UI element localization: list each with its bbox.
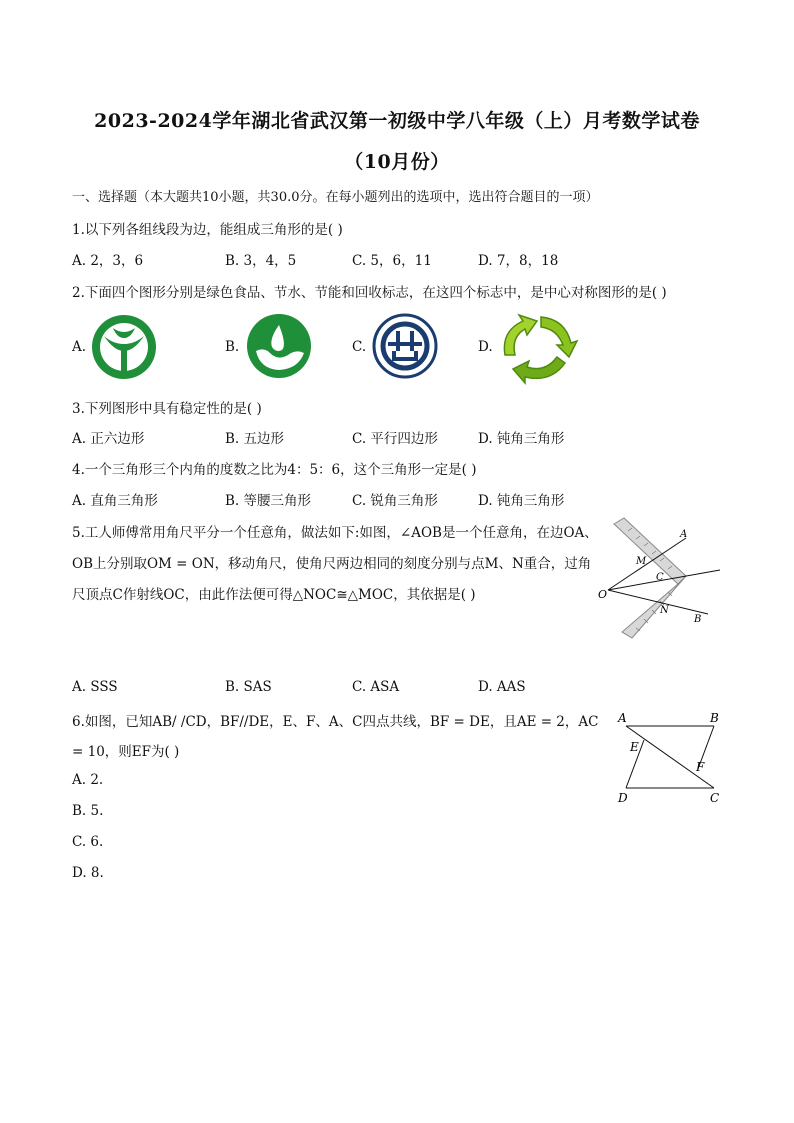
- q6-option-b[interactable]: B. 5.: [72, 803, 104, 819]
- exam-title: 2023-2024学年湖北省武汉第一初级中学八年级（上）月考数学试卷: [94, 110, 700, 132]
- q2-option-c[interactable]: C.: [352, 339, 367, 355]
- q2-option-d[interactable]: D.: [478, 339, 493, 355]
- green-food-logo-icon: [91, 314, 157, 380]
- label-f: F: [696, 760, 705, 774]
- q5-stem-line2: OB上分别取OM = ON，移动角尺，使角尺两边相同的刻度分别与点M、N重合，过角: [72, 556, 592, 572]
- q5-option-c[interactable]: C. ASA: [352, 679, 400, 695]
- q5-stem-line1: 5.工人师傅常用角尺平分一个任意角，做法如下:如图，∠AOB是一个任意角，在边OA、: [72, 525, 598, 541]
- label-n: N: [660, 605, 669, 616]
- q2-option-a[interactable]: A.: [72, 339, 87, 355]
- q3-option-b[interactable]: B. 五边形: [225, 431, 285, 447]
- q1-option-c[interactable]: C. 5，6，11: [352, 253, 432, 269]
- q6-stem-line1: 6.如图，已知AB/ /CD，BF//DE，E、F、A、C四点共线，BF = DE，且AE = 2，AC: [72, 714, 599, 730]
- label-o: O: [598, 588, 608, 601]
- label-a: A: [680, 529, 688, 540]
- q3-option-a[interactable]: A. 正六边形: [72, 431, 145, 447]
- q1-option-a[interactable]: A. 2，3，6: [72, 253, 144, 269]
- q3-option-d[interactable]: D. 钝角三角形: [478, 431, 565, 447]
- angle-bisector-figure: [598, 518, 722, 638]
- label-c: C: [710, 791, 720, 805]
- q3-stem: 3.下列图形中具有稳定性的是( ): [72, 401, 262, 417]
- label-a: A: [618, 711, 627, 725]
- q6-option-a[interactable]: A. 2.: [72, 772, 104, 788]
- parallel-lines-figure: [616, 708, 726, 808]
- q1-stem: 1.以下列各组线段为边，能组成三角形的是( ): [72, 222, 343, 238]
- q2-stem: 2.下面四个图形分别是绿色食品、节水、节能和回收标志，在这四个标志中，是中心对称图形的是( ): [72, 285, 667, 301]
- q5-option-d[interactable]: D. AAS: [478, 679, 526, 695]
- label-m: M: [636, 556, 647, 567]
- q4-stem: 4.一个三角形三个内角的度数之比为4：5：6，这个三角形一定是( ): [72, 462, 477, 478]
- label-b: B: [694, 614, 702, 625]
- water-saving-logo-icon: [246, 313, 312, 379]
- energy-saving-logo-icon: [372, 313, 438, 379]
- q5-option-b[interactable]: B. SAS: [225, 679, 272, 695]
- q1-option-d[interactable]: D. 7，8，18: [478, 253, 559, 269]
- q3-option-c[interactable]: C. 平行四边形: [352, 431, 438, 447]
- label-d: D: [618, 791, 628, 805]
- q5-option-a[interactable]: A. SSS: [72, 679, 118, 695]
- q6-option-c[interactable]: C. 6.: [72, 834, 104, 850]
- q4-option-c[interactable]: C. 锐角三角形: [352, 493, 438, 509]
- q1-option-b[interactable]: B. 3，4，5: [225, 253, 297, 269]
- label-b: B: [710, 711, 719, 725]
- q5-stem-line3: 尺顶点C作射线OC，由此作法便可得△NOC≅△MOC，其依据是( ): [72, 587, 476, 603]
- q4-option-d[interactable]: D. 钝角三角形: [478, 493, 565, 509]
- label-e: E: [630, 740, 639, 754]
- label-c: C: [656, 572, 664, 583]
- section-heading: 一、选择题（本大题共10小题，共30.0分。在每小题列出的选项中，选出符合题目的一项）: [72, 190, 599, 205]
- q2-option-b[interactable]: B.: [225, 339, 240, 355]
- recycle-logo-icon: [497, 311, 577, 383]
- q4-option-a[interactable]: A. 直角三角形: [72, 493, 158, 509]
- exam-subtitle: （10月份）: [344, 151, 450, 173]
- q6-stem-line2: = 10，则EF为( ): [72, 744, 180, 760]
- q6-option-d[interactable]: D. 8.: [72, 865, 104, 881]
- q4-option-b[interactable]: B. 等腰三角形: [225, 493, 312, 509]
